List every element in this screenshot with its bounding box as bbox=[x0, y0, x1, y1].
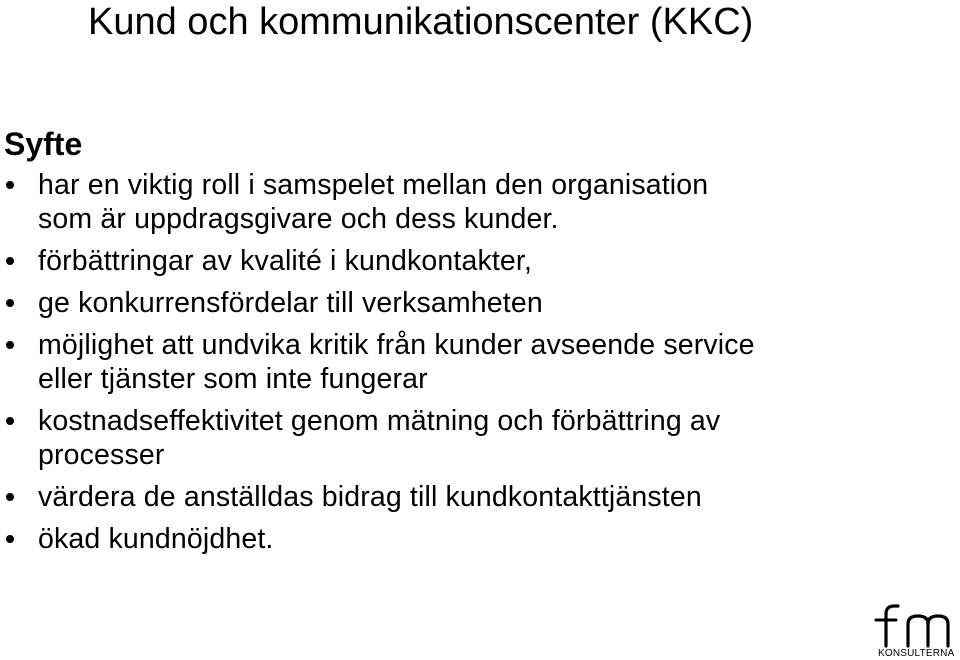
bullet-item bbox=[0, 480, 930, 514]
bullet-item bbox=[0, 244, 930, 278]
section-heading: Syfte bbox=[4, 126, 83, 162]
bullet-text: förbättringar av kvalité i kundkontakter, bbox=[38, 245, 533, 277]
bullet-dot-icon bbox=[6, 299, 14, 307]
bullet-text: eller tjänster som inte fungerar bbox=[38, 363, 428, 395]
bullet-item bbox=[0, 286, 930, 320]
bullet-text: processer bbox=[38, 439, 165, 471]
bullet-text: ökad kundnöjdhet. bbox=[38, 523, 274, 555]
slide-title: Kund och kommunikationscenter (KKC) bbox=[88, 1, 754, 43]
bullet-dot-icon bbox=[6, 535, 14, 543]
bullet-list bbox=[0, 168, 930, 564]
bullet-text: kostnadseffektivitet genom mätning och förbättring av bbox=[38, 405, 721, 437]
bullet-text: möjlighet att undvika kritik från kunder avseende service bbox=[38, 329, 755, 361]
bullet-item bbox=[0, 522, 930, 556]
bullet-dot-icon bbox=[6, 417, 14, 425]
bullet-text: har en viktig roll i samspelet mellan den organisation bbox=[38, 169, 709, 201]
company-logo bbox=[868, 600, 960, 660]
logo-text: KONSULTERNA bbox=[878, 648, 955, 659]
bullet-text: ge konkurrensfördelar till verksamheten bbox=[38, 287, 543, 319]
bullet-item bbox=[0, 168, 930, 236]
bullet-text: värdera de anställdas bidrag till kundkontakttjänsten bbox=[38, 481, 702, 513]
bullet-text: som är uppdragsgivare och dess kunder. bbox=[38, 203, 559, 235]
bullet-item bbox=[0, 328, 930, 396]
bullet-dot-icon bbox=[6, 181, 14, 189]
bullet-dot-icon bbox=[6, 493, 14, 501]
fm-logo-icon bbox=[868, 600, 960, 648]
bullet-dot-icon bbox=[6, 257, 14, 265]
bullet-item bbox=[0, 404, 930, 472]
bullet-dot-icon bbox=[6, 341, 14, 349]
